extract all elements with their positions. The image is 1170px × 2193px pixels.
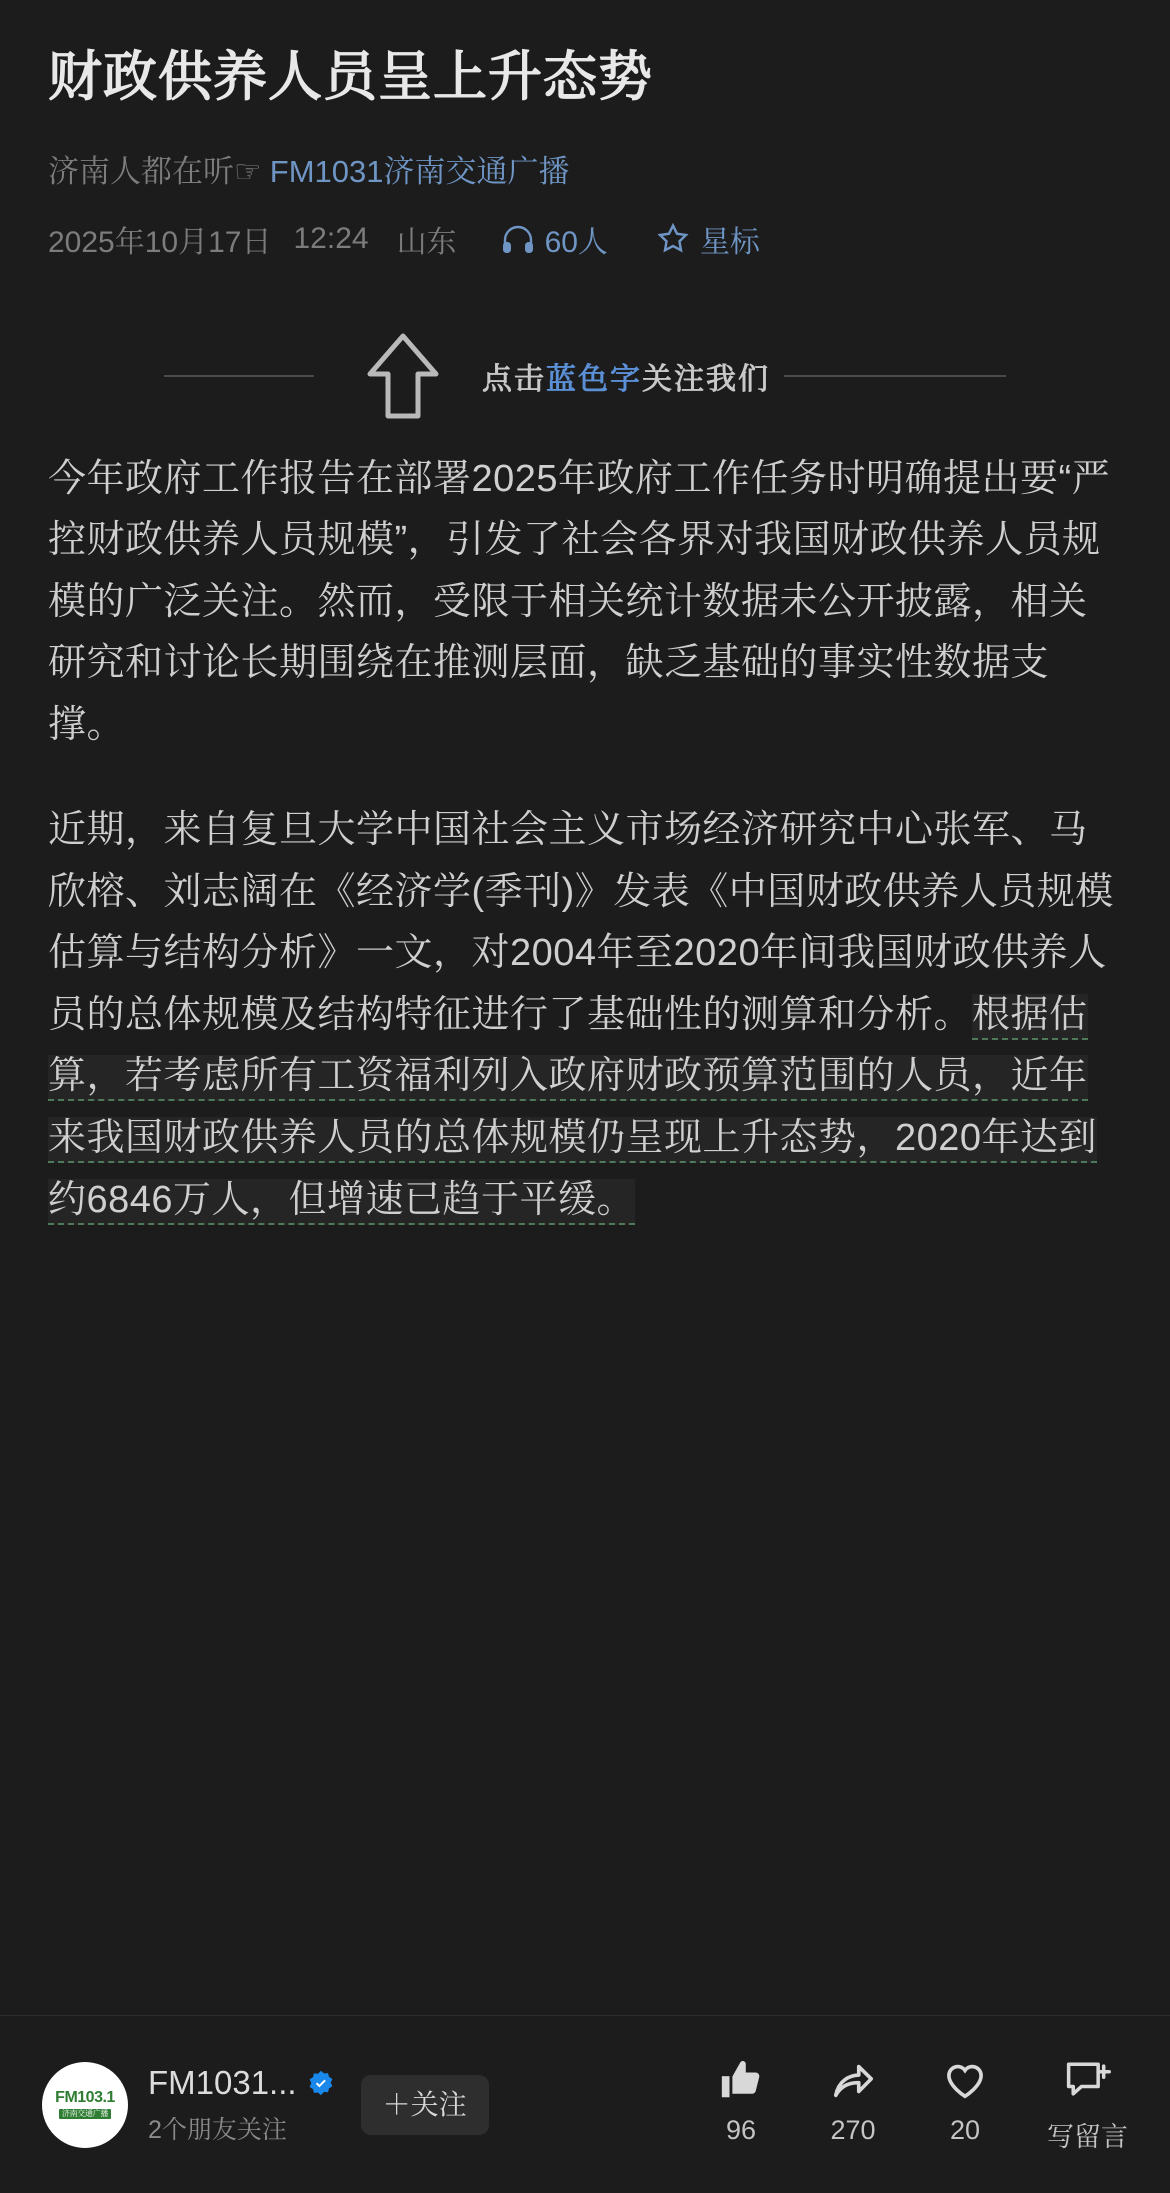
- account-name-row: [148, 2064, 335, 2102]
- article-source-line: [48, 146, 1122, 191]
- share-button[interactable]: [823, 2055, 883, 2146]
- account-link[interactable]: FM1031济南交通广播: [269, 153, 570, 189]
- paragraph-1: 今年政府工作报告在部署2025年政府工作任务时明确提出要“严控财政供养人员规模”，引发了社会各界对我国财政供养人员规模的广泛关注。然而，受限于相关统计数据未公开披露，相关研究和讨论长期围绕在推测层面，缺乏基础的事实性数据支撑。: [48, 457, 1111, 746]
- like-count: 96: [725, 2115, 757, 2145]
- paragraph-2: [48, 800, 1122, 1231]
- publish-time: 12:24: [293, 221, 369, 255]
- verified-badge-icon: [307, 2069, 335, 2097]
- account-name[interactable]: FM1031...: [148, 2063, 297, 2101]
- star-button[interactable]: [656, 217, 760, 261]
- page-title: 财政供养人员呈上升态势: [48, 47, 653, 107]
- arrow-up-icon: [358, 330, 448, 422]
- star-icon: [656, 222, 690, 255]
- listen-count: 60人: [544, 225, 608, 259]
- article-body: [48, 449, 1122, 1232]
- share-arrow-icon: [830, 2055, 876, 2105]
- banner-rule-left: [164, 375, 314, 377]
- avatar[interactable]: [42, 2062, 128, 2148]
- article-meta-line: [48, 217, 1122, 261]
- thumbs-up-icon: [718, 2055, 764, 2105]
- favorite-button[interactable]: [935, 2055, 995, 2146]
- banner-text: [482, 354, 770, 398]
- listen-count-group: [501, 217, 608, 261]
- star-label: 星标: [699, 225, 760, 259]
- footer-account[interactable]: [42, 2062, 335, 2148]
- account-texts: [148, 2064, 335, 2146]
- publish-location: 山东: [396, 225, 457, 259]
- article-footer-bar: [0, 2015, 1170, 2193]
- heart-icon: [942, 2055, 988, 2105]
- paragraph-2-plain: 近期，来自复旦大学中国社会主义市场经济研究中心张军、马欣榕、刘志阔在《经济学(季刊)》发表《中国财政供养人员规模估算与结构分析》一文，对2004年至2020年间我国财政供养人员的总体规模及结构特征进行了基础性的测算和分析。: [48, 809, 1114, 1036]
- follow-banner: [48, 321, 1122, 431]
- banner-text-b: 蓝色字: [546, 362, 642, 396]
- comment-label: 写留言: [1047, 2122, 1128, 2152]
- avatar-logo: [49, 2079, 121, 2131]
- headphone-icon: [501, 224, 535, 254]
- comment-button[interactable]: [1047, 2055, 1128, 2154]
- banner-text-c: 关注我们: [642, 362, 770, 396]
- share-count: 270: [830, 2115, 876, 2145]
- friends-following-text: 2个朋友关注: [148, 2115, 287, 2144]
- avatar-logo-top: FM103.1: [55, 2089, 115, 2106]
- avatar-logo-bar: 济南交通广播: [59, 2109, 111, 2119]
- paragraph-2-highlight: 根据估算，若考虑所有工资福利列入政府财政预算范围的人员，近年来我国财政供养人员的总体规模仍呈现上升态势，2020年达到约6846万人，但增速已趋于平缓。: [48, 994, 1097, 1225]
- banner-text-a: 点击: [482, 362, 546, 396]
- follow-button[interactable]: ＋关注: [361, 2075, 489, 2135]
- comment-plus-icon: [1064, 2055, 1112, 2105]
- publish-date: 2025年10月17日: [48, 225, 272, 259]
- action-bar: [711, 2055, 1134, 2154]
- source-prefix: 济南人都在听☞: [48, 153, 262, 189]
- like-button[interactable]: [711, 2055, 771, 2146]
- banner-rule-right: [784, 375, 1006, 377]
- favorite-count: 20: [949, 2115, 981, 2145]
